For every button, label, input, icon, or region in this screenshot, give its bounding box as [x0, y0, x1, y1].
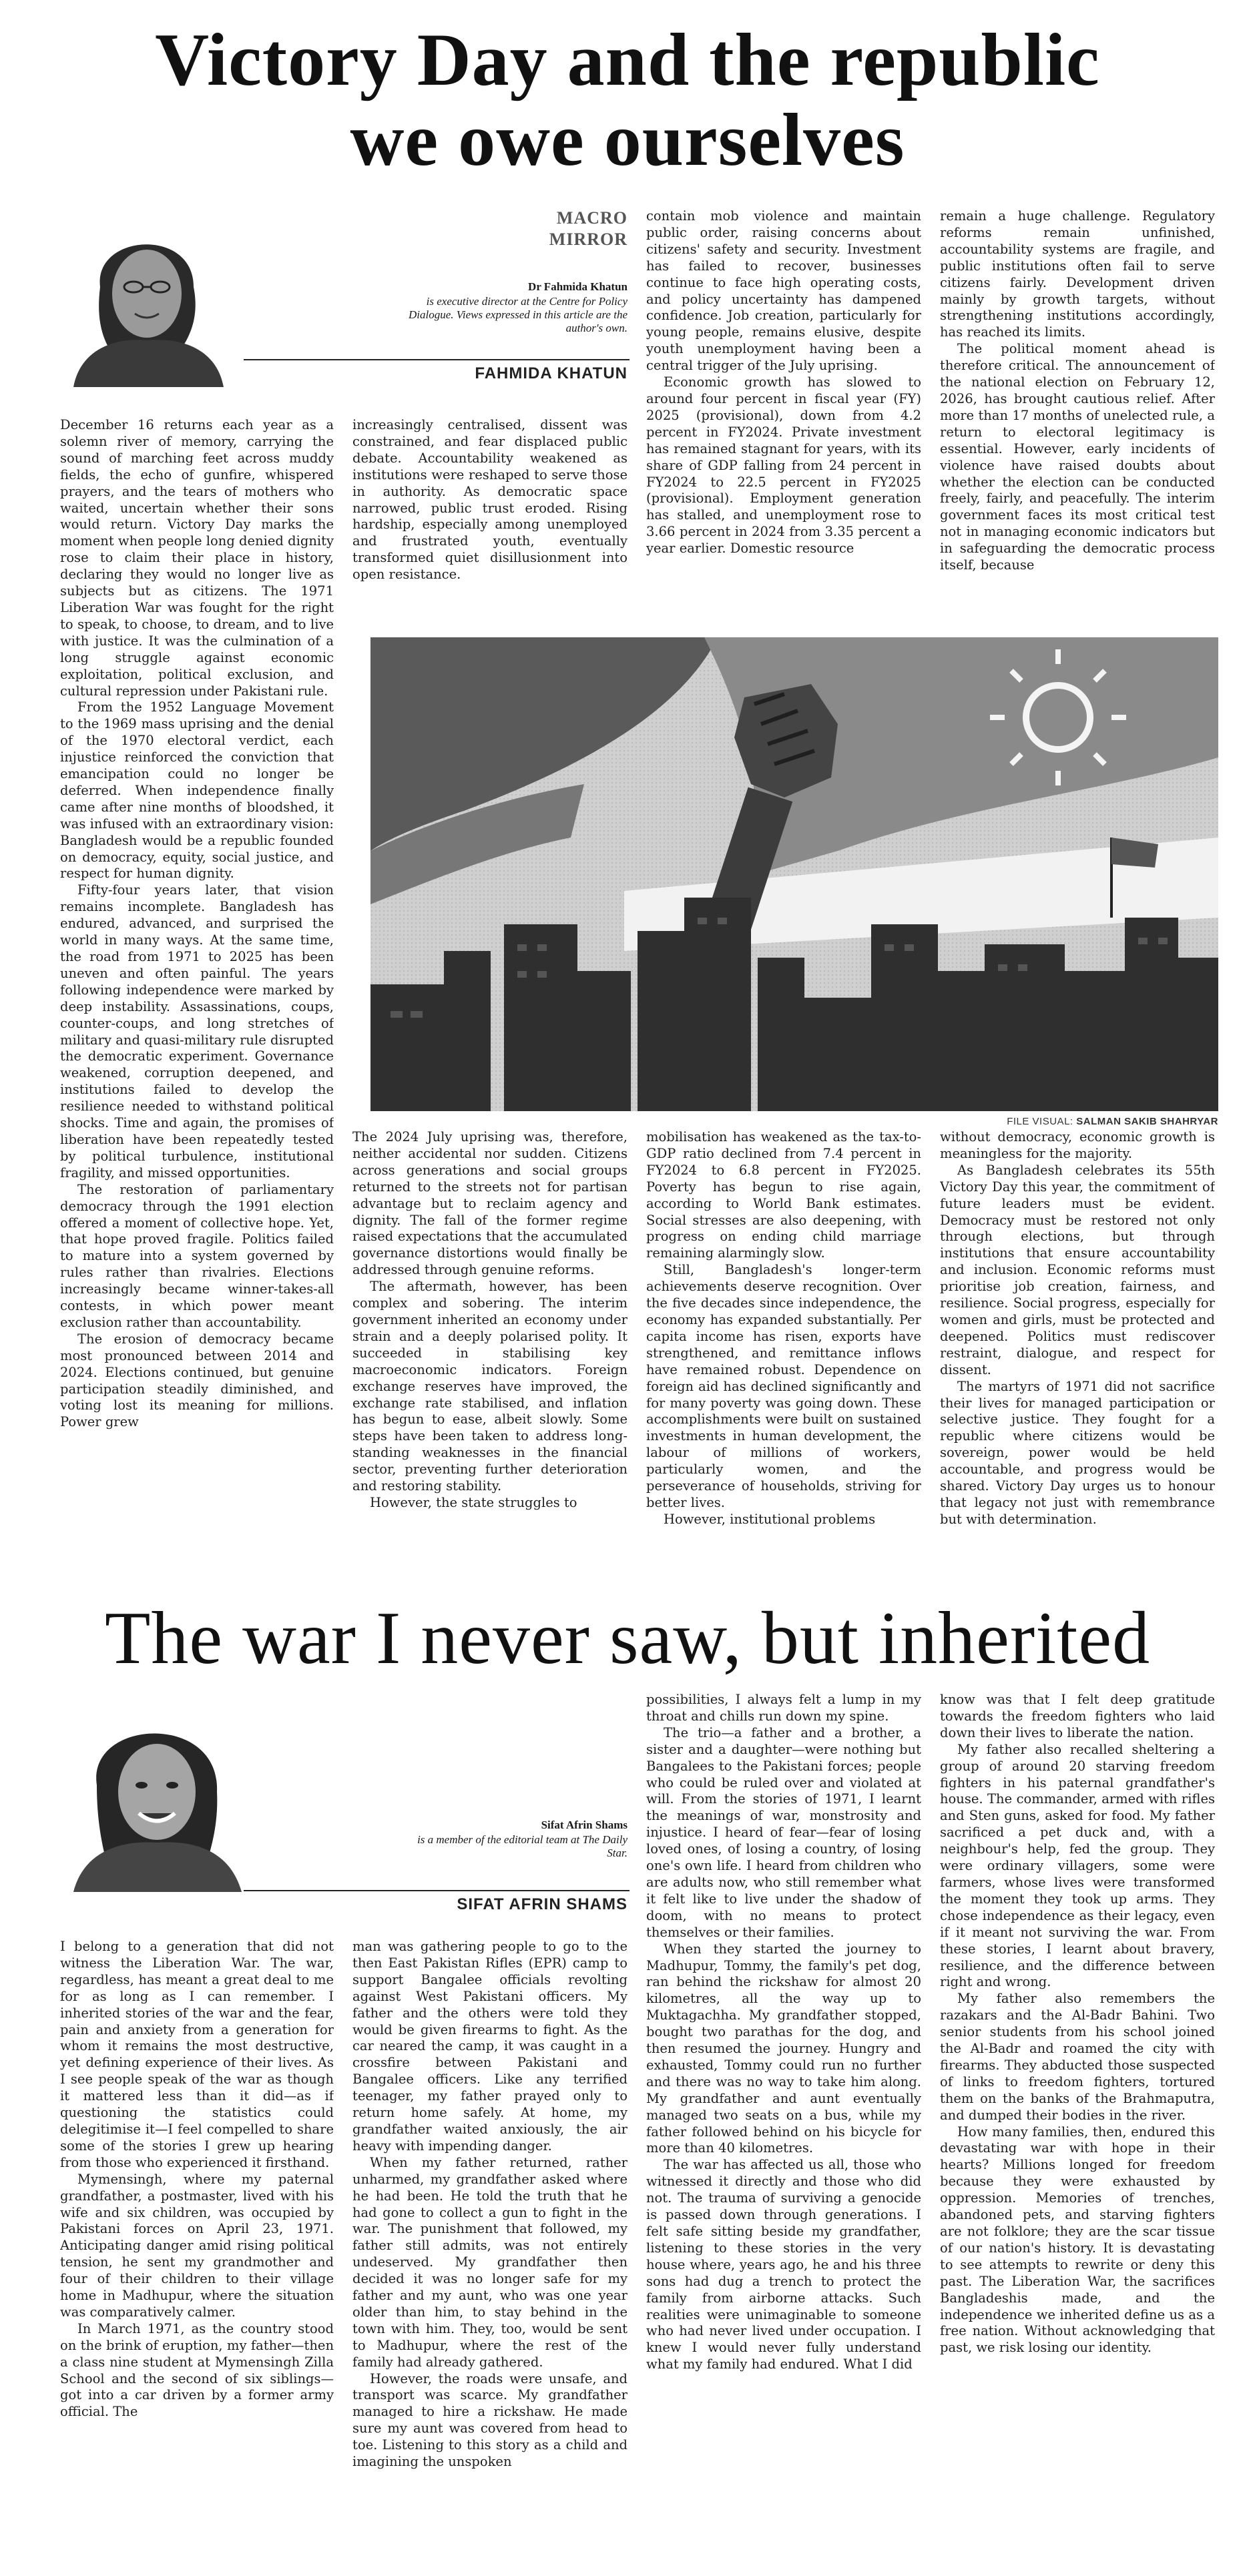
- author1-bio-name: Dr Fahmida Khatun: [528, 280, 628, 293]
- a1-c3b-p3: However, institutional problems: [664, 1511, 876, 1527]
- a1-c2b-p2: The aftermath, however, has been complex and sobering. The interim government inherited an economy under strain and a deeply polarised polity. It succeeded in stabilising key macroeconomic indicators. Foreign exchange reserves have improved, the exchange rate stabilised, and inflation has begun to ease, albeit slowly. Some steps have been taken to address long-standing weaknesses in the financial sector, preventing further deterioration and restoring stability.: [352, 1279, 628, 1494]
- author1-byline: FAHMIDA KHATUN: [475, 364, 628, 382]
- image-credit-name: SALMAN SAKIB SHAHRYAR: [1076, 1116, 1218, 1127]
- author-portrait-sifat: [60, 1692, 254, 1892]
- a1-c3t-p1: contain mob violence and maintain public order, raising concerns about citizens' safety and security. Investment has failed to recover, businesses continue to face high operating costs, and policy uncertainty has dampened confidence. Job creation, particularly for young people, remains elusive, despite youth unemployment having been a central trigger of the July uprising.: [646, 208, 921, 374]
- author1-bio-desc: is executive director at the Centre for Policy Dialogue. Views expressed in this article are the author's own.: [409, 295, 628, 334]
- a1-c1-p2: From the 1952 Language Movement to the 1969 mass uprising and the denial of the 1970 electoral verdict, each injustice reinforced the conviction that emancipation could no longer be deferred. When independence finally came after nine months of bloodshed, it was infused with an extraordinary vision: Bangladesh would be a republic founded on democracy, equity, social justice, and respect for human dignity.: [60, 699, 334, 882]
- article2-column-1: [60, 1939, 334, 2566]
- article1-column-1: [60, 417, 334, 1532]
- a2-c3-p1: possibilities, I always felt a lump in my throat and chills run down my spine.: [646, 1692, 921, 1724]
- author-portrait-fahmida: [60, 207, 234, 387]
- a1-c4t-p1: remain a huge challenge. Regulatory reforms remain unfinished, accountability systems are fragile, and public institutions often fail to serve citizens fairly. Development driven mainly by growth targets, without strengthening institutions accordingly, has reached its limits.: [940, 208, 1215, 340]
- a1-c1-p3: Fifty-four years later, that vision remains incomplete. Bangladesh has endured, advanced, and surprised the world in many ways. At the same time, the road from 1971 to 2025 has been uneven and often painful. The years following independence were marked by deep instability. Assassinations, coups, counter-coups, and long stretches of military and quasi-military rule disrupted the democratic experiment. Governance weakened, corruption deepened, and institutions failed to develop the resilience needed to withstand political shocks. Time and again, the promises of liberation have been repeatedly tested by political turbulence, institutional fragility, and missed opportunities.: [60, 882, 334, 1181]
- a2-c2-p1: man was gathering people to go to the then East Pakistan Rifles (EPR) camp to support Bangalee officials revolting against West Pakistani officers. My father and the others were told they would be given firearms to fight. As the car neared the camp, it was caught in a crossfire between Pakistani and Bangalee officers. Like any terrified teenager, my father prayed only to return home safely. At home, my grandfather waited anxiously, the air heavy with impending danger.: [352, 1939, 628, 2154]
- article1-column-3-top: [646, 208, 921, 607]
- a1-c2b-p3: However, the state struggles to: [370, 1494, 577, 1510]
- a2-c4-p3: My father also remembers the razakars and the Al-Badr Bahini. Two senior students from his school joined the Al-Badr and roamed the city with firearms. They abducted those suspected of links to freedom fighters, tortured them on the banks of the Brahmaputra, and dumped their bodies in the river.: [940, 1991, 1215, 2123]
- article2-column-3: [646, 1692, 921, 2566]
- a2-c2-p2: When my father returned, rather unharmed, my grandfather asked where he had been. He told the truth that he had gone to collect a gun to fight in the war. The punishment that followed, my father still admits, was not entirely undeserved. My grandfather then decided it was no longer safe for my father and my aunt, who was one year older than him, to stay behind in the town with him. They, too, would be sent to Madhupur, where the rest of the family had already gathered.: [352, 2154, 628, 2370]
- a2-c4-p4: How many families, then, endured this devastating war with hope in their hearts? Millions longed for freedom because they were exhausted by oppression. Memories of trenches, abandoned pets, and starving fighters are not folklore; they are the scar tissue of our nation's history. It is devastating to see attempts to rewrite or deny this past. The Liberation War, the sacrifices Bangladeshis made, and the independence we inherited define us as a free nation. Without acknowledging that past, we risk losing our identity.: [940, 2124, 1215, 2356]
- column-kicker-macro: MACRO: [556, 208, 628, 228]
- byline-rule-2: [244, 1890, 630, 1891]
- a1-c2t-p1: increasingly centralised, dissent was constrained, and fear displaced public debate. Accountability weakened as institutions were reshaped to serve those in authority. As democratic space narrowed, public trust eroded. Rising hardship, especially among unemployed and frustrated youth, eventually transformed quiet disillusionment into open resistance.: [352, 417, 628, 583]
- a2-c1-p3: In March 1971, as the country stood on the brink of eruption, my father—then a class nine student at Mymensingh Zilla School and the second of six siblings—got into a car driven by a former army official. The: [60, 2320, 334, 2420]
- image-credit: [868, 1116, 1218, 1127]
- article2-column-2: [352, 1939, 628, 2566]
- a2-c3-p4: The war has affected us all, those who witnessed it directly and those who did not. The trauma of surviving a genocide is passed down through generations. I felt safe sitting beside my grandfather, listening to these stories in the very house where, years ago, he and his three sons had dug a trench to protect the family from airborne attacks. Such realities were unimaginable to someone who had never lived under occupation. I knew I would never fully understand what my family had endured. What I did: [646, 2157, 921, 2372]
- a1-c4t-p2: The political moment ahead is therefore critical. The announcement of the national election on February 12, 2026, has brought cautious relief. After more than 17 months of unelected rule, a return to electoral legitimacy is essential. However, early incidents of violence have raised doubts about whether the election can be conducted freely, fairly, and peacefully. The interim government faces its most critical test not in managing economic indicators but in safeguarding the democratic process itself, because: [940, 341, 1215, 573]
- file-visual-illustration: [370, 637, 1218, 1111]
- a1-c1-p4: The restoration of parliamentary democracy through the 1991 election offered a moment of collective hope. Yet, that hope proved fragile. Politics failed to mature into a system governed by rules rather than rivalries. Elections increasingly became winner-takes-all contests, in which power meant exclusion rather than accountability.: [60, 1181, 334, 1330]
- a1-c2b-p1: The 2024 July uprising was, therefore, neither accidental nor sudden. Citizens across generations and social groups returned to the streets not for partisan advantage but to reclaim agency and dignity. The fall of the former regime raised expectations that the accumulated governance distortions would finally be addressed through genuine reforms.: [352, 1129, 628, 1278]
- author-photo-illustration: [60, 207, 234, 387]
- article1-column-4-top: [940, 208, 1215, 607]
- a1-c3b-p2: Still, Bangladesh's longer-term achievements deserve recognition. Over the five decades since independence, the economy has expanded substantially. Per capita income has risen, exports have strengthened, and remittance inflows have remained robust. Dependence on foreign aid has declined significantly and for many poverty was going down. These accomplishments were built on sustained investments in human development, the labour of millions of workers, particularly women, and the perseverance of households, striving for better lives.: [646, 1262, 921, 1510]
- a2-c4-p1: know was that I felt deep gratitude towards the freedom fighters who laid down their lives to liberate the nation.: [940, 1692, 1215, 1740]
- a2-c3-p3: When they started the journey to Madhupur, Tommy, the family's pet dog, ran behind the rickshaw for almost 20 kilometres, all the way up to Muktagachha. My grandfather stopped, bought two parathas for the dog, and then resumed the journey. Hungry and exhausted, Tommy could run no further and there was no way to take him along. My grandfather and aunt eventually managed two seats on a bus, while my father followed behind on his bicycle for more than 40 kilometres.: [646, 1941, 921, 2156]
- article2-column-4: [940, 1692, 1215, 2566]
- a1-c4b-p2: As Bangladesh celebrates its 55th Victory Day this year, the commitment of future leaders must be evident. Democracy must be restored not only through elections, but through institutions that ensure accountability and inclusion. Economic reforms must prioritise job creation, fairness, and resilience. Social progress, especially for women and girls, must be protected and deepened. Politics must rediscover restraint, dialogue, and respect for dissent.: [940, 1162, 1215, 1377]
- article1-column-3-bottom: [646, 1129, 921, 1530]
- city-fist-illustration: [370, 637, 1218, 1111]
- article1-headline-line2: we owe ourselves: [350, 99, 905, 182]
- a2-c1-p2: Mymensingh, where my paternal grandfather, a postmaster, lived with his wife and six children, was occupied by Pakistani forces on April 23, 1971. Anticipating danger amid rising political tension, he sent my grandmother and four of their children to their village home in Madhupur, where the situation was comparatively calmer.: [60, 2171, 334, 2320]
- a1-c3b-p1: mobilisation has weakened as the tax-to-GDP ratio declined from 7.4 percent in FY2024 to 6.8 percent in FY2025. Poverty has begun to rise again, according to World Bank estimates. Social stresses are also deepening, with progress on ending child marriage remaining alarmingly slow.: [646, 1129, 921, 1261]
- image-credit-label: FILE VISUAL:: [1007, 1116, 1073, 1127]
- a1-c1-p5: The erosion of democracy became most pronounced between 2014 and 2024. Elections continued, but genuine participation steadily diminished, and voting lost its meaning for millions. Power grew: [60, 1331, 334, 1430]
- a2-c1-p1: I belong to a generation that did not witness the Liberation War. The war, regardless, has meant a great deal to me for as long as I can remember. I inherited stories of the war and the fear, pain and anxiety from a generation for whom it remains the most destructive, yet defining experience of their lives. As I see people speak of the war as though it mattered less than it did—as if questioning the statistics could delegitimise it—I feel compelled to share some of the stories I grew up hearing from those who experienced it firsthand.: [60, 1939, 334, 2170]
- author2-bio-desc: is a member of the editorial team at The Daily Star.: [417, 1833, 628, 1859]
- author2-bio-name: Sifat Afrin Shams: [541, 1819, 628, 1831]
- a1-c4b-p3: The martyrs of 1971 did not sacrifice their lives for managed participation or selective justice. They fought for a republic where citizens would be sovereign, power would be held accountable, and progress would be shared. Victory Day urges us to honour that legacy not just with remembrance but with determination.: [940, 1378, 1215, 1527]
- a2-c2-p3: However, the roads were unsafe, and transport was scarce. My grandfather managed to hire a rickshaw. He made sure my aunt was covered from head to toe. Listening to this story as a child and imagining the unspoken: [352, 2370, 628, 2470]
- article1-headline-line1: Victory Day and the republic: [155, 19, 1100, 101]
- a1-c1-p1: December 16 returns each year as a solemn river of memory, carrying the sound of marching feet across muddy fields, the echo of gunfire, whispered prayers, and the tears of mothers who waited, uncertain whether their sons would return. Victory Day marks the moment when people long denied dignity rose to claim their place in history, declaring they would no longer live as subjects but as citizens. The 1971 Liberation War was fought for the right to speak, to choose, to dream, and to live with justice. It was the culmination of a long struggle against economic exploitation, political exclusion, and cultural repression under Pakistani rule.: [60, 417, 334, 699]
- a2-c4-p2: My father also recalled sheltering a group of around 20 starving freedom fighters in his paternal grandfather's house. The commander, armed with rifles and Sten guns, asked for food. My father sacrificed a pet duck and, with a neighbour's help, fed the group. They were ordinary villagers, some were farmers, whose lives were transformed the moment they took up arms. They chose independence as their legacy, even if it meant not surviving the war. From these stories, I learnt about bravery, resilience, and the difference between right and wrong.: [940, 1741, 1215, 1990]
- article1-column-4-bottom: [940, 1129, 1215, 1530]
- a1-c4b-p1: without democracy, economic growth is meaningless for the majority.: [940, 1129, 1215, 1161]
- article1-column-2-top: [352, 417, 628, 607]
- a1-c3t-p2: Economic growth has slowed to around four percent in fiscal year (FY) 2025 (provisional), down from 4.2 percent in FY2024. Private investment has remained stagnant for years, with its share of GDP falling from 24 percent in FY2024 to 22.5 percent in FY2025 (provisional). Employment generation has stalled, and unemployment rose to 3.66 percent in 2024 from 3.35 percent a year earlier. Domestic resource: [646, 374, 921, 557]
- a2-c3-p2: The trio—a father and a brother, a sister and a daughter—were nothing but Bangalees to the Pakistani forces; people who could be ruled over and violated at will. From the stories of 1971, I learnt the meanings of war, monstrosity and injustice. I heard of fear—fear of losing loved ones, of losing a country, of losing one's own life. I heard from children who are adults now, who still remember what it felt like to live under the shadow of doom, with no means to protect themselves or their families.: [646, 1724, 921, 1940]
- byline-rule-1: [244, 359, 630, 360]
- column-kicker-mirror: MIRROR: [549, 230, 628, 249]
- author2-byline: SIFAT AFRIN SHAMS: [457, 1895, 628, 1913]
- article2-headline: The war I never saw, but inherited: [104, 1597, 1151, 1680]
- author-photo-illustration-2: [60, 1692, 254, 1892]
- article1-column-2-bottom: [352, 1129, 628, 1530]
